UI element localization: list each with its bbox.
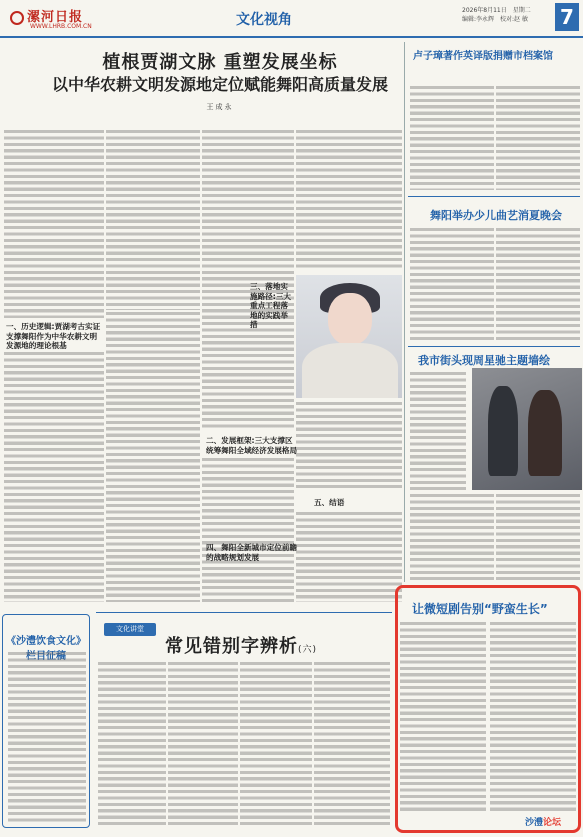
highlight-body-b	[490, 622, 576, 812]
issue-weekday: 星期二	[512, 7, 531, 14]
main-body-col-4b	[296, 402, 402, 488]
issue-date: 2026年8月11日	[462, 7, 507, 14]
main-body-col-3	[202, 130, 294, 430]
brand-right: 论坛	[543, 818, 562, 828]
article-2-body-b	[496, 228, 580, 340]
main-body-col-1a	[4, 130, 104, 318]
subhead-2: 二、发展框架:三大支撑区统筹舞阳全域经济发展格局	[206, 436, 298, 455]
series-part: (六)	[298, 645, 318, 655]
main-body-col-1b	[4, 352, 104, 602]
article-2-title: 舞阳举办少儿曲艺消夏晚会	[430, 209, 562, 222]
culture-lecture-tag: 文化讲堂	[104, 623, 156, 636]
main-headline: 植根贾湖文脉 重塑发展坐标	[102, 52, 338, 73]
subhead-4: 四、舞阳全新城市定位前瞻的战略规划发展	[206, 543, 298, 562]
main-body-col-3b	[202, 458, 294, 602]
call-for-papers-body	[8, 652, 86, 822]
editor: 编辑:李永辉	[462, 16, 495, 23]
masthead	[0, 0, 583, 38]
article-3-body-c	[496, 494, 580, 580]
series-body-col-4	[314, 662, 390, 828]
series-body-col-3	[240, 662, 312, 828]
article-1-title: 卢子璋著作英译版捐赠市档案馆	[413, 51, 553, 62]
article-3-title: 我市街头现周星驰主题墙绘	[418, 354, 550, 367]
subhead-5: 五、结语	[314, 498, 345, 507]
brand-left: 沙澧	[525, 818, 544, 828]
proofreader: 校对:赵 敏	[500, 16, 528, 23]
article-2-body-a	[410, 228, 494, 340]
series-body-col-2	[168, 662, 238, 828]
article-3-body-a	[410, 372, 466, 490]
opera-performer-photo	[296, 275, 402, 398]
main-subheadline: 以中华农耕文明发源地定位赋能舞阳高质量发展	[51, 75, 388, 94]
logo-url: WWW.LHRB.COM.CN	[30, 23, 92, 30]
subhead-3: 三、落地实施路径:三大重点工程落地的实践举措	[250, 282, 292, 329]
call-for-papers-title: 《沙澧饮食文化》栏目征稿	[6, 636, 86, 662]
highlight-article-title: 让微短剧告别“野蛮生长”	[412, 602, 548, 616]
main-body-col-2b	[106, 312, 200, 602]
column-brand	[525, 815, 561, 828]
series-title-text: 常见错别字辨析	[165, 636, 298, 657]
article-3-body-b	[410, 494, 494, 580]
series-title	[165, 632, 317, 658]
column-divider	[404, 42, 405, 582]
date-block	[462, 6, 537, 24]
page-number: 7	[555, 3, 579, 31]
main-author: 王成永	[206, 103, 234, 111]
article-1-body-b	[496, 86, 580, 190]
bottom-divider	[96, 612, 392, 613]
logo-seal-icon	[10, 11, 24, 25]
series-body-col-1	[98, 662, 166, 828]
highlight-body-a	[400, 622, 486, 814]
main-article-header	[40, 52, 400, 112]
article-1-body-a	[410, 86, 494, 190]
main-body-col-4c	[296, 512, 402, 602]
section-title: 文化视角	[236, 12, 292, 28]
article-divider-2	[408, 346, 580, 347]
article-divider-1	[408, 196, 580, 197]
main-body-col-4a	[296, 130, 402, 270]
logo-text: 漯河日报	[27, 10, 84, 25]
main-body-col-2a	[106, 130, 200, 310]
mural-photo	[472, 368, 582, 490]
subhead-1: 一、历史逻辑:贾湖考古实证支撑舞阳作为中华农耕文明发源地的理论根基	[6, 322, 101, 350]
